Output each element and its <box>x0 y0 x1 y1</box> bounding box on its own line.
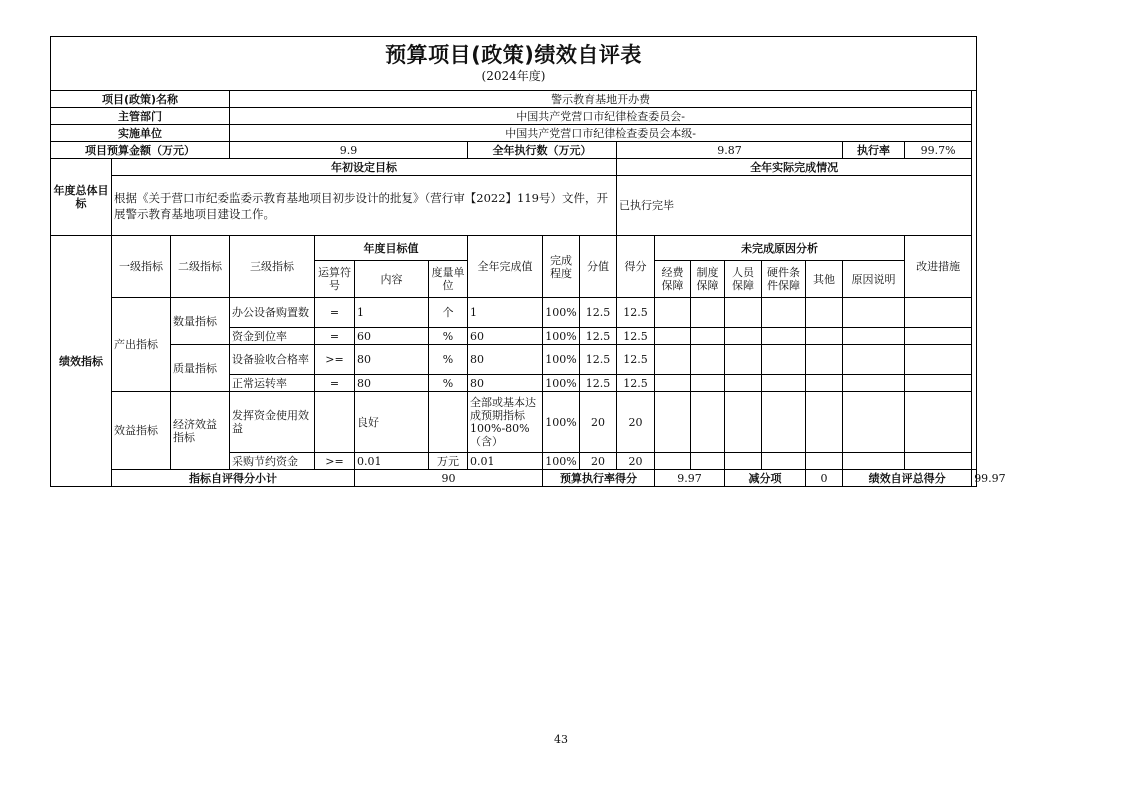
unit-cell: % <box>429 345 468 375</box>
value-cell: 20 <box>580 453 617 470</box>
score-value-header: 分值 <box>580 236 617 298</box>
level3-cell: 设备验收合格率 <box>230 345 315 375</box>
subtotal-value: 90 <box>355 470 543 487</box>
deduction-value: 0 <box>806 470 843 487</box>
rate-label: 执行率 <box>843 142 905 159</box>
value-cell: 12.5 <box>580 375 617 392</box>
incomplete-analysis-header: 未完成原因分析 <box>655 236 905 261</box>
improvement-header: 改进措施 <box>905 236 972 298</box>
degree-cell: 100% <box>543 392 580 453</box>
done-cell: 全部或基本达成预期指标100%-80%（含） <box>468 392 543 453</box>
score-cell: 12.5 <box>617 298 655 328</box>
executed-label: 全年执行数（万元） <box>468 142 617 159</box>
score-header: 得分 <box>617 236 655 298</box>
score-cell: 12.5 <box>617 345 655 375</box>
evaluation-sheet <box>50 36 1006 487</box>
content-cell: 0.01 <box>355 453 429 470</box>
operator-header: 运算符号 <box>315 261 355 298</box>
total-value: 99.97 <box>972 470 977 487</box>
score-cell: 12.5 <box>617 328 655 345</box>
degree-cell: 100% <box>543 328 580 345</box>
implementing-unit: 中国共产党营口市纪律检查委员会本级- <box>230 125 972 142</box>
page-number: 43 <box>554 733 568 746</box>
level1-header: 一级指标 <box>112 236 171 298</box>
department-label: 主管部门 <box>51 108 230 125</box>
budget-amount: 9.9 <box>230 142 468 159</box>
department: 中国共产党营口市纪律检查委员会- <box>230 108 972 125</box>
unit-measure-header: 度量单位 <box>429 261 468 298</box>
title-box <box>50 36 977 90</box>
initial-goal-text: 根据《关于营口市纪委监委示教育基地项目初步设计的批复》（营行审【2022】119号）文件，开展警示教育基地项目建设工作。 <box>112 176 617 236</box>
unit-cell: 个 <box>429 298 468 328</box>
executed-amount: 9.87 <box>617 142 843 159</box>
budget-label: 项目预算金额（万元） <box>51 142 230 159</box>
total-label: 绩效自评总得分 <box>843 470 972 487</box>
deduction-label: 减分项 <box>725 470 806 487</box>
level3-cell: 办公设备购置数 <box>230 298 315 328</box>
budget-rate-score-label: 预算执行率得分 <box>543 470 655 487</box>
level3-cell: 正常运转率 <box>230 375 315 392</box>
overall-goal-label: 年度总体目标 <box>51 159 112 236</box>
operator-cell <box>315 392 355 453</box>
benefit-indicator: 效益指标 <box>112 392 171 470</box>
degree-cell: 100% <box>543 298 580 328</box>
operator-cell: >= <box>315 453 355 470</box>
level3-header: 三级指标 <box>230 236 315 298</box>
content-cell: 良好 <box>355 392 429 453</box>
table-row <box>51 392 977 453</box>
value-cell: 12.5 <box>580 345 617 375</box>
done-cell: 80 <box>468 375 543 392</box>
done-cell: 60 <box>468 328 543 345</box>
value-cell: 12.5 <box>580 328 617 345</box>
unit-cell: % <box>429 375 468 392</box>
operator-cell: = <box>315 375 355 392</box>
value-cell: 20 <box>580 392 617 453</box>
level3-cell: 发挥资金使用效益 <box>230 392 315 453</box>
operator-cell: = <box>315 328 355 345</box>
content-cell: 80 <box>355 375 429 392</box>
level3-cell: 采购节约资金 <box>230 453 315 470</box>
evaluation-table <box>50 90 1006 487</box>
project-name-label: 项目(政策)名称 <box>51 91 230 108</box>
unit-label: 实施单位 <box>51 125 230 142</box>
system-header: 制度保障 <box>691 261 725 298</box>
score-cell: 12.5 <box>617 375 655 392</box>
hardware-header: 硬件条件保障 <box>762 261 806 298</box>
target-value-header: 年度目标值 <box>315 236 468 261</box>
operator-cell: = <box>315 298 355 328</box>
content-cell: 80 <box>355 345 429 375</box>
table-row <box>51 345 977 375</box>
quality-indicator: 质量指标 <box>171 345 230 392</box>
content-header: 内容 <box>355 261 429 298</box>
actual-completion-text: 已执行完毕 <box>617 176 972 236</box>
funding-header: 经费保障 <box>655 261 691 298</box>
level3-cell: 资金到位率 <box>230 328 315 345</box>
economic-indicator: 经济效益指标 <box>171 392 230 470</box>
score-cell: 20 <box>617 392 655 453</box>
table-row <box>51 298 977 328</box>
actual-completion-header: 全年实际完成情况 <box>617 159 972 176</box>
quantity-indicator: 数量指标 <box>171 298 230 345</box>
value-cell: 12.5 <box>580 298 617 328</box>
completion-degree-header: 完成程度 <box>543 236 580 298</box>
degree-cell: 100% <box>543 453 580 470</box>
page-title: 预算项目(政策)绩效自评表 <box>385 43 642 67</box>
level2-header: 二级指标 <box>171 236 230 298</box>
degree-cell: 100% <box>543 345 580 375</box>
personnel-header: 人员保障 <box>725 261 762 298</box>
budget-rate-score-value: 9.97 <box>655 470 725 487</box>
content-cell: 1 <box>355 298 429 328</box>
unit-cell: % <box>429 328 468 345</box>
done-cell: 0.01 <box>468 453 543 470</box>
performance-indicators-label: 绩效指标 <box>51 236 112 487</box>
unit-cell <box>429 392 468 453</box>
score-cell: 20 <box>617 453 655 470</box>
other-header: 其他 <box>806 261 843 298</box>
done-cell: 1 <box>468 298 543 328</box>
done-cell: 80 <box>468 345 543 375</box>
project-name: 警示教育基地开办费 <box>230 91 972 108</box>
degree-cell: 100% <box>543 375 580 392</box>
completion-value-header: 全年完成值 <box>468 236 543 298</box>
content-cell: 60 <box>355 328 429 345</box>
reason-header: 原因说明 <box>843 261 905 298</box>
operator-cell: >= <box>315 345 355 375</box>
page-subtitle: (2024年度) <box>481 69 546 83</box>
subtotal-label: 指标自评得分小计 <box>112 470 355 487</box>
output-indicator: 产出指标 <box>112 298 171 392</box>
unit-cell: 万元 <box>429 453 468 470</box>
execution-rate: 99.7% <box>905 142 972 159</box>
initial-goal-header: 年初设定目标 <box>112 159 617 176</box>
